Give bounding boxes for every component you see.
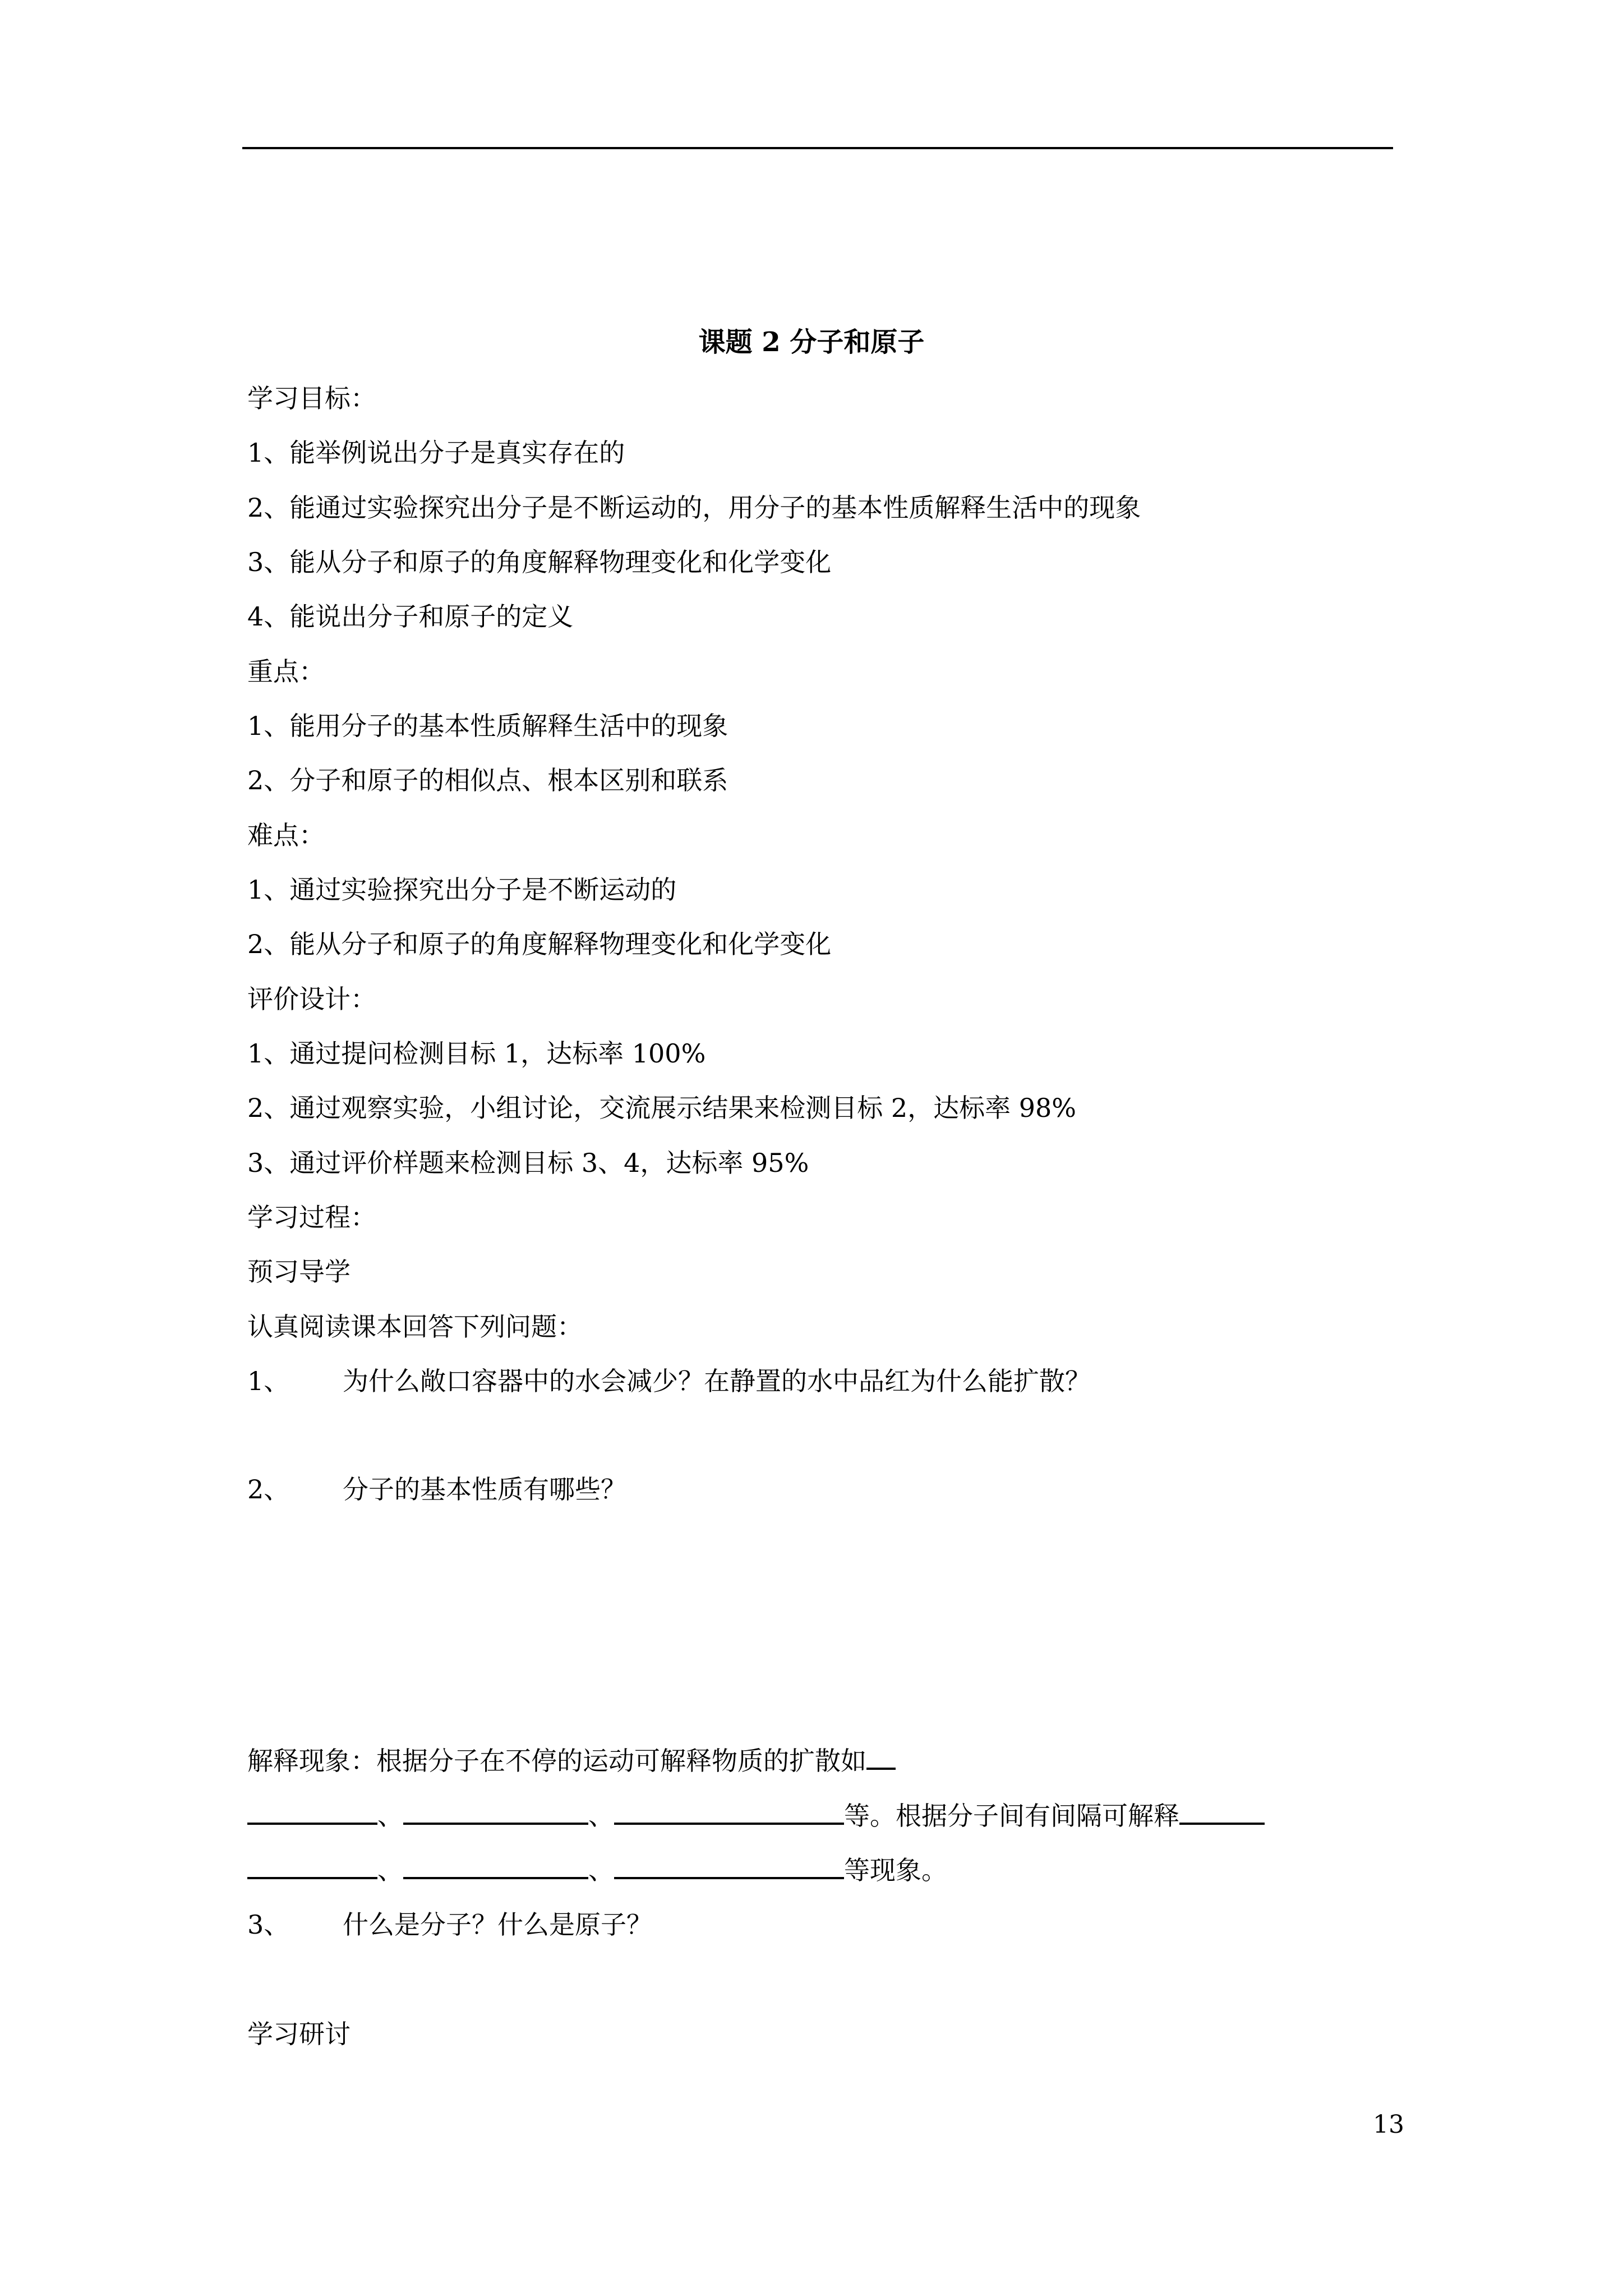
separator: 、 [588,1855,614,1885]
answer-blank[interactable] [1179,1797,1265,1825]
answer-blank[interactable] [403,1797,588,1825]
process-heading: 学习过程： [247,1202,376,1232]
separator: 、 [377,1855,403,1885]
explain-line-2 [247,1796,1265,1835]
answer-blank[interactable] [614,1851,844,1879]
explain-text: 等。根据分子间有间隔可解释 [844,1801,1179,1831]
answer-blank[interactable] [247,1851,377,1879]
question-number: 1、 [247,1366,290,1396]
difficulty-item: 2、能从分子和原子的角度解释物理变化和化学变化 [247,929,832,959]
instruction-text: 认真阅读课本回答下列问题： [247,1312,583,1342]
objective-item: 1、能举例说出分子是真实存在的 [247,438,625,468]
question-text: 分子的基本性质有哪些？ [343,1474,626,1504]
question-1 [247,1361,1091,1401]
page-title: 课题 2 分子和原子 [698,326,925,358]
explain-text: 解释现象：根据分子在不停的运动可解释物质的扩散如 [247,1746,866,1776]
explain-line-1 [247,1741,896,1780]
evaluation-heading: 评价设计： [247,984,376,1014]
difficulties-heading: 难点： [247,820,325,850]
answer-blank[interactable] [614,1797,844,1825]
answer-blank[interactable] [866,1742,896,1770]
key-point-item: 1、能用分子的基本性质解释生活中的现象 [247,711,728,741]
study-heading: 学习研讨 [247,2019,351,2049]
question-2 [247,1470,626,1509]
question-3 [247,1905,652,1944]
evaluation-item: 3、通过评价样题来检测目标 3、4，达标率 95% [247,1148,809,1178]
objective-item: 2、能通过实验探究出分子是不断运动的，用分子的基本性质解释生活中的现象 [247,493,1141,523]
page-number: 13 [1373,2110,1404,2139]
question-number: 3、 [247,1910,290,1940]
objective-item: 4、能说出分子和原子的定义 [247,601,574,632]
key-point-item: 2、分子和原子的相似点、根本区别和联系 [247,765,728,795]
question-number: 2、 [247,1474,290,1504]
objectives-heading: 学习目标： [247,383,376,413]
evaluation-item: 1、通过提问检测目标 1，达标率 100% [247,1038,706,1069]
explain-text: 等现象。 [844,1855,947,1885]
answer-blank[interactable] [247,1797,377,1825]
header-rule [242,147,1393,149]
separator: 、 [588,1801,614,1831]
key-points-heading: 重点： [247,656,325,687]
answer-blank[interactable] [403,1851,588,1879]
question-text: 什么是分子？什么是原子？ [343,1910,652,1940]
evaluation-item: 2、通过观察实验，小组讨论，交流展示结果来检测目标 2，达标率 98% [247,1093,1077,1123]
question-text: 为什么敞口容器中的水会减少？在静置的水中品红为什么能扩散？ [343,1366,1091,1396]
preview-heading: 预习导学 [247,1257,351,1287]
difficulty-item: 1、通过实验探究出分子是不断运动的 [247,875,677,905]
separator: 、 [377,1801,403,1831]
explain-line-3 [247,1851,947,1890]
objective-item: 3、能从分子和原子的角度解释物理变化和化学变化 [247,547,832,577]
